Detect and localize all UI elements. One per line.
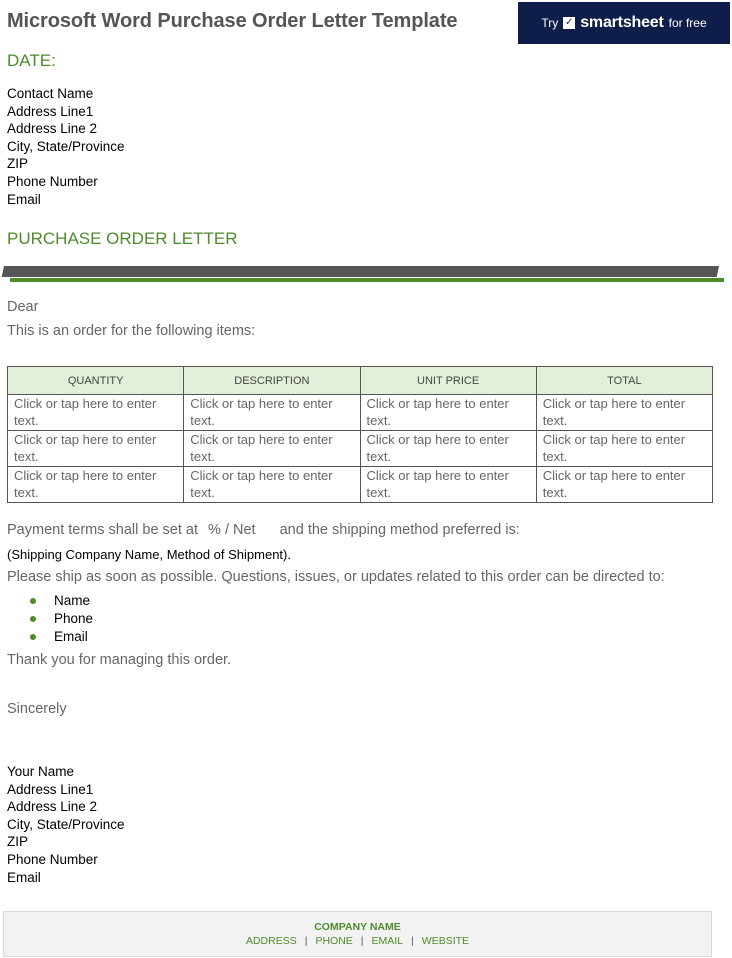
section-heading: PURCHASE ORDER LETTER <box>7 229 238 248</box>
sender-address <box>7 763 125 886</box>
column-header: QUANTITY <box>8 367 184 395</box>
salutation: Dear <box>7 299 39 315</box>
list-item: Phone <box>30 610 93 628</box>
payment-prefix: Payment terms shall be set at <box>7 522 198 538</box>
intro-text: This is an order for the following items: <box>7 323 256 339</box>
banner-brand: smartsheet <box>580 14 664 31</box>
sender-line: Phone Number <box>7 851 98 867</box>
table-cell-input[interactable]: Click or tap here to enter text. <box>184 431 360 467</box>
payment-suffix: and the shipping method preferred is: <box>279 522 520 538</box>
recipient-line: Email <box>7 191 41 207</box>
table-row <box>8 395 713 431</box>
footer-link-email[interactable]: EMAIL <box>371 935 404 947</box>
footer-link-address[interactable]: ADDRESS <box>245 935 297 947</box>
table-cell-input[interactable]: Click or tap here to enter text. <box>360 431 536 467</box>
footer-link-phone[interactable]: PHONE <box>315 935 353 947</box>
table-header-row <box>8 367 713 395</box>
table-cell-input[interactable]: Click or tap here to enter text. <box>536 395 712 431</box>
page-title: Microsoft Word Purchase Order Letter Template <box>7 10 458 32</box>
table-cell-input[interactable]: Click or tap here to enter text. <box>536 467 712 503</box>
page-footer <box>3 911 712 957</box>
recipient-line: Address Line 2 <box>7 121 98 137</box>
smartsheet-logo-icon: ✓ <box>565 17 574 28</box>
date-label: DATE: <box>7 51 56 70</box>
banner-suffix: for free <box>668 16 707 30</box>
footer-link-website[interactable]: WEBSITE <box>421 935 470 947</box>
order-items-table <box>7 366 713 503</box>
sender-line: Address Line1 <box>7 781 94 797</box>
table-cell-input[interactable]: Click or tap here to enter text. <box>8 431 184 467</box>
recipient-line: ZIP <box>7 156 29 172</box>
recipient-address <box>7 85 125 208</box>
sender-line: ZIP <box>7 834 29 850</box>
table-cell-input[interactable]: Click or tap here to enter text. <box>8 467 184 503</box>
divider-bar <box>2 266 719 277</box>
table-cell-input[interactable]: Click or tap here to enter text. <box>360 467 536 503</box>
footer-separator: | <box>411 935 414 947</box>
footer-separator: | <box>360 935 364 947</box>
footer-company: COMPANY NAME <box>314 921 401 933</box>
table-cell-input[interactable]: Click or tap here to enter text. <box>184 467 360 503</box>
footer-separator: | <box>304 935 308 947</box>
list-item: Email <box>30 628 93 646</box>
column-header: UNIT PRICE <box>360 367 536 395</box>
table-cell-input[interactable]: Click or tap here to enter text. <box>8 395 184 431</box>
recipient-line: Address Line1 <box>7 103 94 119</box>
sender-line: City, State/Province <box>7 816 125 832</box>
recipient-line: Phone Number <box>7 173 98 189</box>
payment-terms-field[interactable]: % / Net <box>208 522 256 538</box>
payment-terms-line <box>7 522 520 538</box>
smartsheet-banner[interactable] <box>518 2 730 44</box>
table-row <box>8 467 713 503</box>
thanks-text: Thank you for managing this order. <box>7 652 232 668</box>
banner-try: Try <box>541 16 559 30</box>
column-header: TOTAL <box>536 367 712 395</box>
table-cell-input[interactable]: Click or tap here to enter text. <box>360 395 536 431</box>
sender-line: Address Line 2 <box>7 799 98 815</box>
closing-text: Sincerely <box>7 701 67 717</box>
contact-list <box>30 592 93 645</box>
divider-accent <box>10 278 724 282</box>
column-header: DESCRIPTION <box>184 367 360 395</box>
ship-request: Please ship as soon as possible. Questions, issues, or updates related to this order can be directed to: <box>7 569 665 585</box>
shipping-note: (Shipping Company Name, Method of Shipment). <box>7 547 291 562</box>
table-cell-input[interactable]: Click or tap here to enter text. <box>184 395 360 431</box>
list-item: Name <box>30 592 93 610</box>
sender-line: Your Name <box>7 764 75 779</box>
table-cell-input[interactable]: Click or tap here to enter text. <box>536 431 712 467</box>
sender-line: Email <box>7 869 41 885</box>
footer-links <box>4 935 711 947</box>
recipient-line: Contact Name <box>7 86 94 101</box>
recipient-line: City, State/Province <box>7 138 125 154</box>
table-row <box>8 431 713 467</box>
